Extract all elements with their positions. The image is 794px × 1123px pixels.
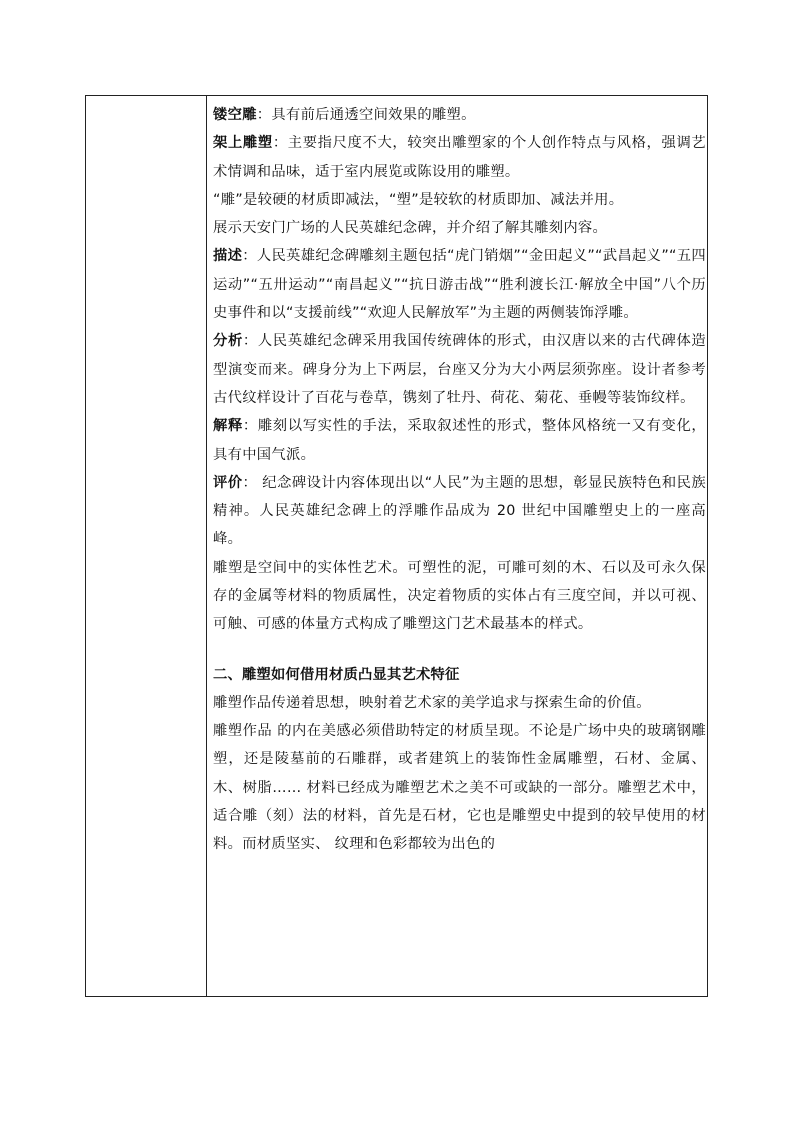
content-table	[85, 95, 708, 997]
term-label: 分析	[213, 333, 243, 350]
paragraph-materials: 雕塑作品 的内在美感必须借助特定的材质呈现。不论是广场中央的玻璃钢雕塑，还是陵墓前的石雕群，或者建筑上的装饰性金属雕塑，石材、金属、木、树脂…… 材料已经成为雕塑艺术之美不可或缺的一部分。雕塑艺术中，适合雕（刻）法的材料，首先是石材，它也是雕塑史中提到的较早使用的材料。而材质坚实、 纹理和色彩都较为出色的	[213, 722, 706, 853]
table-right-column	[213, 101, 706, 858]
term-definition: ：具有前后通透空间效果的雕塑。	[256, 107, 476, 123]
paragraph-sculpture-thought: 雕塑作品传递着思想，映射着艺术家的美学追求与探索生命的价值。	[213, 694, 651, 711]
paragraph-description	[213, 242, 706, 327]
paragraph-sculpture-nature: 雕塑是空间中的实体性艺术。可塑性的泥，可雕可刻的木、石以及可永久保存的金属等材料的物质属性，决定着物质的实体占有三度空间，并以可视、可触、可感的体量方式构成了雕塑这门艺术最基本的样式。	[213, 559, 706, 633]
paragraph-interpretation	[213, 412, 706, 469]
term-definition: ：雕刻以写实性的手法，采取叙述性的形式，整体风格统一又有变化，具有中国气派。	[213, 418, 706, 463]
paragraph-carve-vs-model: “雕”是较硬的材质即减法，“塑”是较软的材质即加、减法并用。	[213, 191, 624, 208]
term-definition: ：人民英雄纪念碑雕刻主题包括“虎门销烟”“金田起义”“武昌起义”“五四运动”“五卅运动”“南昌起义”“抗日游击战”“胜利渡长江·解放全中国”八个历史事件和以“支援前线”“欢迎人民解放军”为主题的两侧装饰浮雕。	[213, 248, 706, 322]
term-definition: ： 纪念碑设计内容体现出以“人民”为主题的思想，彰显民族特色和民族精神。人民英雄纪念碑上的浮雕作品成为 20 世纪中国雕塑史上的一座高峰。	[213, 474, 706, 548]
term-label: 架上雕塑	[213, 135, 273, 152]
paragraph-analysis	[213, 327, 706, 412]
paragraph-monument-intro: 展示天安门广场的人民英雄纪念碑，并介绍了解其雕刻内容。	[213, 220, 608, 237]
term-label: 镂空雕	[213, 107, 257, 123]
table-left-column	[86, 96, 207, 996]
term-definition: ：主要指尺度不大，较突出雕塑家的个人创作特点与风格，强调艺术情调和品味，适于室内展览或陈设用的雕塑。	[213, 135, 707, 180]
term-label: 评价	[213, 474, 243, 491]
paragraph-evaluation	[213, 469, 706, 554]
term-label: 描述	[213, 248, 243, 265]
spacer	[213, 639, 706, 661]
term-definition: ：人民英雄纪念碑采用我国传统碑体的形式，由汉唐以来的古代碑体造型演变而来。碑身分为上下两层，台座又分为大小两层须弥座。设计者参考古代纹样设计了百花与卷草，镌刻了牡丹、荷花、菊花、垂幔等装饰纹样。	[213, 333, 706, 406]
section-heading: 二、雕塑如何借用材质凸显其艺术特征	[213, 666, 460, 683]
paragraph-easel-sculpture	[213, 129, 706, 186]
paragraph-openwork-carving	[213, 101, 706, 129]
term-label: 解释	[213, 418, 243, 435]
